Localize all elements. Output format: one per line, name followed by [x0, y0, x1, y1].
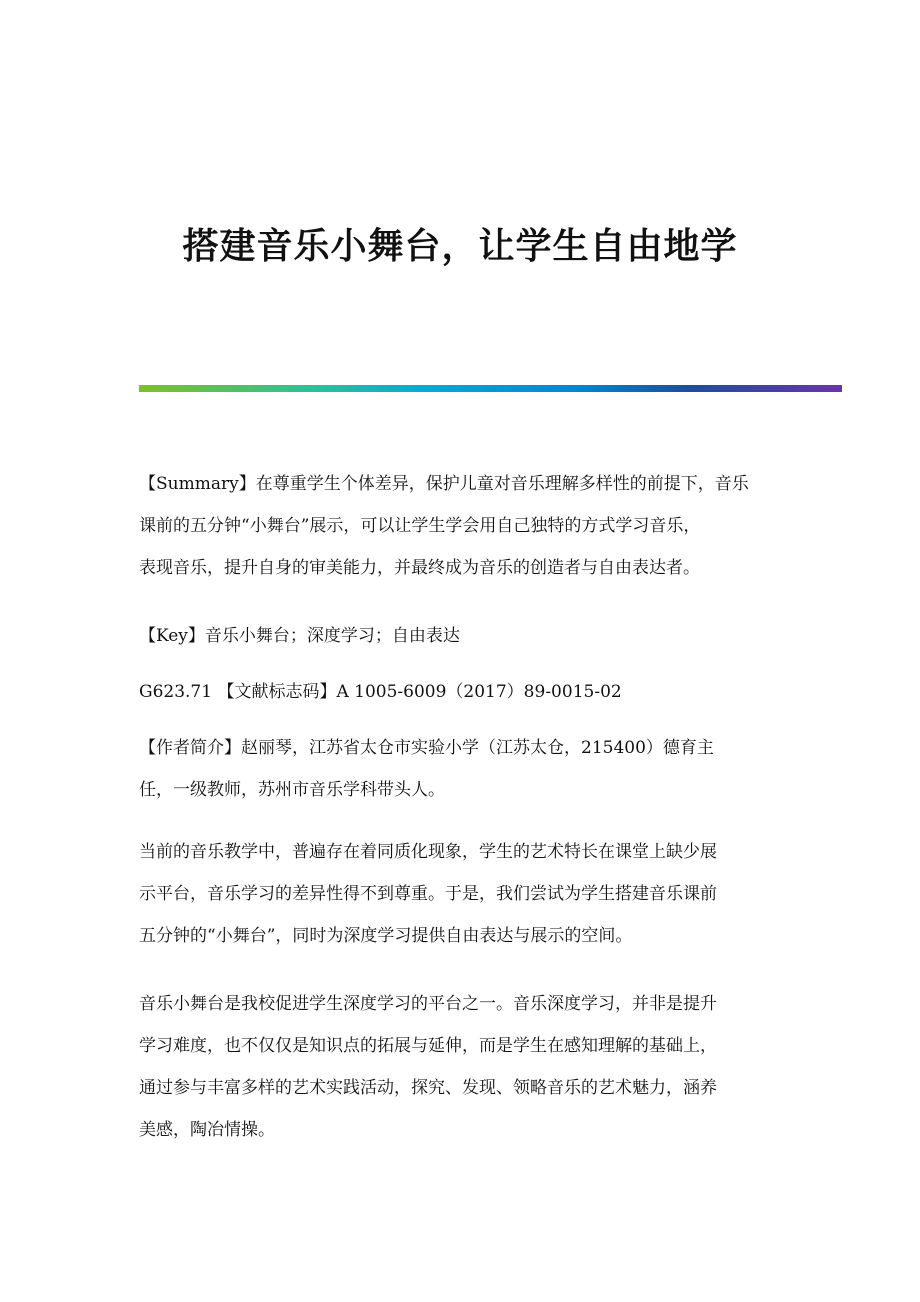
text-line: 课前的五分钟“小舞台”展示，可以让学生学会用自己独特的方式学习音乐，: [139, 516, 701, 536]
text-line: 任，一级教师，苏州市音乐学科带头人。: [139, 780, 445, 800]
keywords: 【Key】音乐小舞台；深度学习；自由表达: [139, 626, 460, 646]
text-line: 【作者简介】赵丽琴，江苏省太仓市实验小学（江苏太仓，215400）德育主: [139, 738, 714, 758]
text-line: 当前的音乐教学中，普遍存在着同质化现象，学生的艺术特长在课堂上缺少展: [139, 842, 717, 862]
text-line: 表现音乐，提升自身的审美能力，并最终成为音乐的创造者与自由表达者。: [139, 558, 700, 578]
text-line: 五分钟的“小舞台”，同时为深度学习提供自由表达与展示的空间。: [139, 926, 633, 946]
text-line: 音乐小舞台是我校促进学生深度学习的平台之一。音乐深度学习，并非是提升: [139, 994, 717, 1014]
text-line: 通过参与丰富多样的艺术实践活动，探究、发现、领略音乐的艺术魅力，涵养: [139, 1078, 717, 1098]
classification-code: G623.71 【文献标志码】A 1005-6009（2017）89-0015-02: [139, 682, 622, 702]
author-intro: [139, 727, 714, 811]
body-paragraph-1: [139, 831, 717, 957]
body-paragraph-2: [139, 983, 717, 1151]
text-line: 示平台，音乐学习的差异性得不到尊重。于是，我们尝试为学生搭建音乐课前: [139, 884, 717, 904]
summary-paragraph: [139, 463, 749, 589]
text-line: 学习难度，也不仅仅是知识点的拓展与延伸，而是学生在感知理解的基础上，: [139, 1036, 717, 1056]
text-line: 【Summary】在尊重学生个体差异，保护儿童对音乐理解多样性的前提下，音乐: [139, 474, 749, 494]
gradient-divider: [139, 385, 842, 392]
text-line: 美感，陶冶情操。: [139, 1120, 275, 1140]
document-title: 搭建音乐小舞台，让学生自由地学: [182, 225, 738, 267]
